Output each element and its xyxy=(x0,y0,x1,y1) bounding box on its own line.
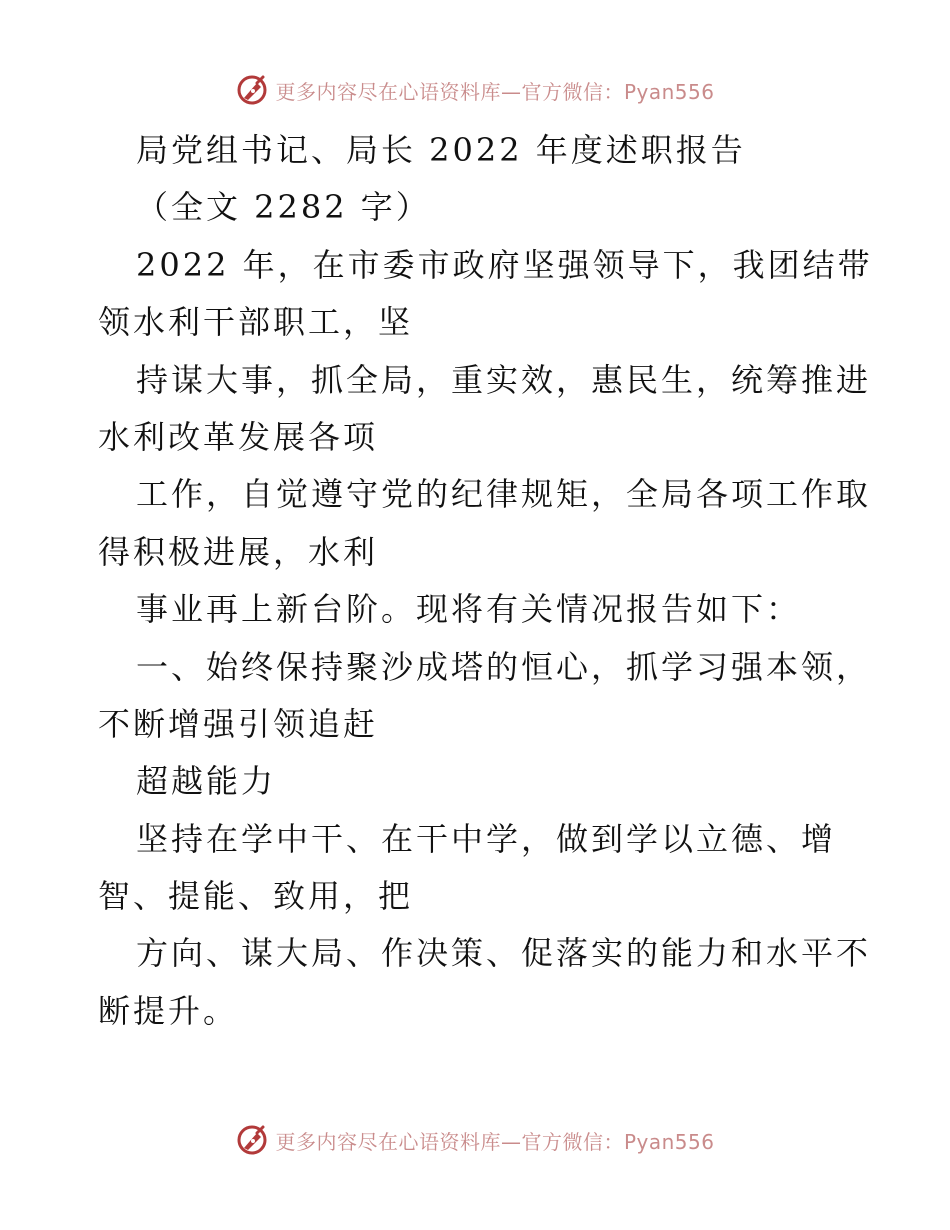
pen-nib-logo-icon xyxy=(235,1123,269,1157)
section-heading-line: 不断增强引领追赶 xyxy=(98,704,379,743)
paragraph-line: 工作，自觉遵守党的纪律规矩，全局各项工作取 xyxy=(136,475,872,514)
header-banner-text: 更多内容尽在心语资料库—官方微信：Pyan556 xyxy=(275,79,715,104)
paragraph-line: 智、提能、致用，把 xyxy=(98,877,414,916)
paragraph-line: 持谋大事，抓全局，重实效，惠民生，统筹推进 xyxy=(136,360,872,399)
paragraph-line: 断提升。 xyxy=(98,991,239,1030)
header-banner xyxy=(0,72,950,108)
paragraph-line: 2022 年，在市委市政府坚强领导下，我团结带 xyxy=(136,245,873,284)
pen-nib-logo-icon xyxy=(235,73,269,107)
footer-banner-text: 更多内容尽在心语资料库—官方微信：Pyan556 xyxy=(275,1129,715,1154)
paragraph-line: 事业再上新台阶。现将有关情况报告如下： xyxy=(136,590,802,629)
paragraph-line: 得积极进展，水利 xyxy=(98,532,379,571)
paragraph-line: 领水利干部职工，坚 xyxy=(98,303,414,342)
footer-banner xyxy=(0,1122,950,1158)
paragraph-line: 坚持在学中干、在干中学，做到学以立德、增 xyxy=(136,819,837,858)
section-heading-line: 超越能力 xyxy=(136,762,277,801)
section-heading-line: 一、始终保持聚沙成塔的恒心，抓学习强本领， xyxy=(136,647,872,686)
paragraph-line: 水利改革发展各项 xyxy=(98,417,379,456)
document-subtitle: （全文 2282 字） xyxy=(136,188,431,227)
document-body xyxy=(98,122,873,1040)
document-title: 局党组书记、局长 2022 年度述职报告 xyxy=(136,131,746,169)
paragraph-line: 方向、谋大局、作决策、促落实的能力和水平不 xyxy=(136,934,872,973)
